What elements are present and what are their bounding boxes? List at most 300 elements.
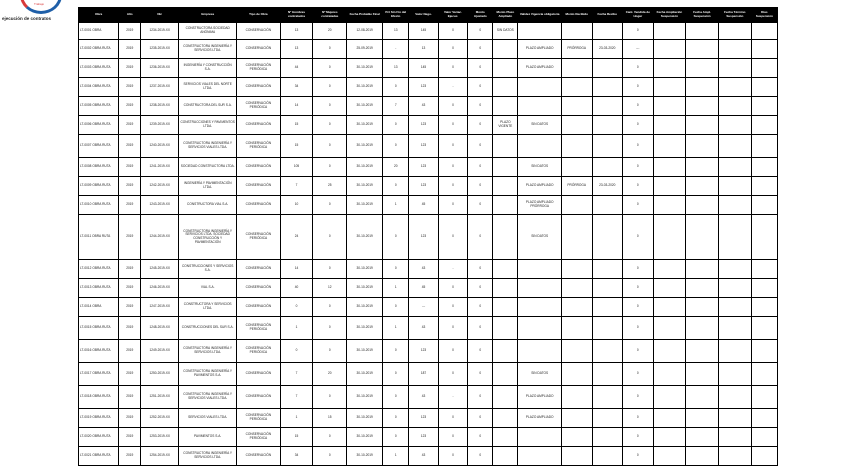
table-cell: 2019 (119, 298, 141, 317)
table-cell: 0 (623, 177, 654, 196)
column-header: Cant. Vendida de Hogar (623, 8, 654, 23)
table-cell: 0 (438, 97, 467, 116)
table-cell (686, 158, 719, 177)
table-cell: 0 (313, 260, 347, 279)
table-cell: 1 (280, 409, 313, 428)
table-cell (561, 23, 592, 40)
table-cell: CONSTRUCCIONES DEL SUR S.A. (179, 317, 237, 340)
table-cell: 0 (383, 409, 409, 428)
table-cell: 15 (313, 409, 347, 428)
table-cell (686, 409, 719, 428)
table-cell: - (438, 260, 467, 279)
table-cell: CONSTRUCTORA INGENIERÍA Y SERVICIOS LTDA. SOCIEDAD CONSTRUCCIÓN Y PAVIMENTACIÓN (179, 215, 237, 260)
table-cell: CONSERVACIÓN (237, 363, 281, 386)
table-cell: 1246-2019-XX (141, 279, 179, 298)
table-cell: 34 (280, 78, 313, 97)
table-cell: 0 (468, 363, 493, 386)
table-cell: CONSERVACIÓN PERIÓDICA (237, 215, 281, 260)
table-row (79, 317, 778, 340)
table-cell: 2019 (119, 317, 141, 340)
table-cell: - (438, 78, 467, 97)
table-cell: 1241-2019-XX (141, 158, 179, 177)
table-cell: CONSERVACIÓN (237, 78, 281, 97)
table-cell: 30-10-2019 (347, 97, 383, 116)
table-cell: 1235-2019-XX (141, 40, 179, 59)
table-cell: 1252-2019-XX (141, 409, 179, 428)
table-cell: 0 (383, 298, 409, 317)
table-cell: 0 (313, 40, 347, 59)
table-cell (718, 428, 751, 447)
table-cell (561, 363, 592, 386)
table-cell: 13 (383, 23, 409, 40)
table-cell: SERVICIOS VIALES LTDA. (179, 409, 237, 428)
table-cell: 123 (409, 78, 438, 97)
table-cell: LT-0012 OBRA RUTA (79, 260, 119, 279)
table-cell: 123 (409, 116, 438, 135)
table-cell: 0 (468, 340, 493, 363)
table-body (79, 23, 778, 466)
column-header: Monto Ajustado (468, 8, 493, 23)
table-cell: CONSERVACIÓN (237, 196, 281, 215)
table-cell: CONSERVACIÓN (237, 386, 281, 409)
column-header: Nº Mujeres contratadas (313, 8, 347, 23)
table-cell (561, 260, 592, 279)
table-cell (653, 59, 686, 78)
table-cell: CONSTRUCCIONES Y PAVIMENTOS LTDA. (179, 116, 237, 135)
table-cell (686, 298, 719, 317)
table-cell (592, 215, 623, 260)
table-cell: LT-0007 OBRA RUTA (79, 135, 119, 158)
table-cell: CONSERVACIÓN PERIÓDICA (237, 409, 281, 428)
table-cell (718, 447, 751, 466)
table-cell: 0 (468, 158, 493, 177)
table-cell (751, 196, 777, 215)
table-cell (686, 260, 719, 279)
table-row (79, 363, 778, 386)
table-cell (561, 135, 592, 158)
table-cell: 2019 (119, 428, 141, 447)
table-cell: 0 (468, 317, 493, 340)
table-cell (718, 196, 751, 215)
table-cell (561, 409, 592, 428)
table-cell (718, 386, 751, 409)
table-cell (561, 317, 592, 340)
table-row (79, 135, 778, 158)
table-cell (751, 135, 777, 158)
table-cell (686, 447, 719, 466)
table-row (79, 298, 778, 317)
table-cell: 0 (313, 59, 347, 78)
table-cell: PLAZO AMPLIADO (518, 40, 562, 59)
table-cell: 1243-2019-XX (141, 196, 179, 215)
table-cell (653, 428, 686, 447)
table-cell: 0 (438, 447, 467, 466)
table-cell: 0 (313, 386, 347, 409)
table-cell: 1236-2019-XX (141, 59, 179, 78)
table-cell: CONSTRUCTORA INGENIERÍA Y SERVICIOS LTDA. (179, 340, 237, 363)
column-header: Nic (141, 8, 179, 23)
table-cell (751, 78, 777, 97)
table-cell: 43 (409, 386, 438, 409)
table-cell: 0 (438, 363, 467, 386)
table-cell: 0 (438, 340, 467, 363)
table-cell (592, 23, 623, 40)
table-cell: --- (623, 40, 654, 59)
table-cell: 0 (438, 40, 467, 59)
table-cell: 0 (383, 215, 409, 260)
table-cell: CONSERVACIÓN PERIÓDICA (237, 428, 281, 447)
table-cell (561, 78, 592, 97)
table-cell (493, 59, 518, 78)
table-cell: 30-10-2019 (347, 215, 383, 260)
table-cell: 0 (438, 135, 467, 158)
table-cell: LT-0008 OBRA RUTA (79, 158, 119, 177)
table-cell: 0 (623, 59, 654, 78)
table-cell: 2019 (119, 116, 141, 135)
table-cell (718, 279, 751, 298)
table-cell (653, 260, 686, 279)
table-cell: 0 (623, 363, 654, 386)
column-header: Fecha Ampl. Suspensión (686, 8, 719, 23)
table-cell: LT-0006 OBRA RUTA (79, 116, 119, 135)
table-cell (751, 177, 777, 196)
table-cell (686, 279, 719, 298)
table-cell: LT-0013 OBRA RUTA (79, 279, 119, 298)
table-cell: 0 (623, 23, 654, 40)
table-cell: 0 (383, 386, 409, 409)
table-cell (718, 177, 751, 196)
table-cell (751, 116, 777, 135)
table-cell (493, 158, 518, 177)
column-header: Fecha Recibo (592, 8, 623, 23)
table-cell (686, 215, 719, 260)
table-cell: 0 (438, 317, 467, 340)
contracts-table (78, 7, 778, 466)
table-row (79, 386, 778, 409)
table-cell: 0 (468, 409, 493, 428)
table-cell (718, 40, 751, 59)
table-cell (718, 116, 751, 135)
table-cell: 0 (623, 158, 654, 177)
table-cell: 0 (438, 59, 467, 78)
table-cell: 34 (280, 447, 313, 466)
table-cell: 0 (468, 298, 493, 317)
table-cell (653, 97, 686, 116)
table-cell (493, 260, 518, 279)
table-cell (561, 196, 592, 215)
table-cell: LT-0018 OBRA RUTA (79, 386, 119, 409)
table-cell: 0 (313, 340, 347, 363)
table-cell: 0 (438, 116, 467, 135)
table-cell: 7 (383, 97, 409, 116)
table-cell: 1240-2019-XX (141, 135, 179, 158)
table-cell (686, 59, 719, 78)
table-cell: CONSTRUCTORA INGENIERÍA Y SERVICIOS VIALES LTDA. (179, 135, 237, 158)
table-cell: 15 (280, 116, 313, 135)
table-cell (518, 135, 562, 158)
table-cell: 0 (313, 135, 347, 158)
table-cell: 0 (623, 260, 654, 279)
logo-text: Trabajo (34, 2, 45, 6)
table-cell: INGENIERÍA Y CONSTRUCCIÓN S.A. (179, 59, 237, 78)
table-cell: 43 (409, 317, 438, 340)
table-row (79, 78, 778, 97)
table-cell (493, 135, 518, 158)
column-header: Tipo de Obra (237, 8, 281, 23)
table-cell: LT-0001 OBRA (79, 23, 119, 40)
table-cell: SIN DATOS (518, 363, 562, 386)
table-cell: CONSTRUCTORA SOCIEDAD ANÓNIMA (179, 23, 237, 40)
table-cell: PLAZO AMPLIADO (518, 59, 562, 78)
table-cell: 2019 (119, 363, 141, 386)
table-cell (592, 260, 623, 279)
table-cell: 7 (280, 363, 313, 386)
table-cell: 1 (280, 317, 313, 340)
table-cell: 7 (280, 386, 313, 409)
table-row (79, 215, 778, 260)
table-cell: 1250-2019-XX (141, 363, 179, 386)
table-cell: 0 (623, 215, 654, 260)
table-cell (518, 298, 562, 317)
table-cell (653, 340, 686, 363)
table-cell: 0 (383, 428, 409, 447)
table-cell (653, 215, 686, 260)
table-cell (686, 177, 719, 196)
table-cell: 0 (313, 447, 347, 466)
table-cell: 123 (409, 135, 438, 158)
table-cell: CONSERVACIÓN (237, 158, 281, 177)
table-cell: CONSERVACIÓN (237, 279, 281, 298)
table-cell: 0 (438, 177, 467, 196)
table-cell: 123 (409, 428, 438, 447)
table-cell: 14 (280, 97, 313, 116)
table-cell: 0 (623, 298, 654, 317)
table-cell: 0 (438, 215, 467, 260)
table-cell: CONSTRUCTORA INGENIERÍA Y SERVICIOS VIALES LTDA. (179, 386, 237, 409)
table-cell: 30-10-2019 (347, 59, 383, 78)
table-cell: 0 (623, 78, 654, 97)
table-cell (493, 340, 518, 363)
table-cell (592, 447, 623, 466)
table-cell (592, 279, 623, 298)
table-cell (493, 386, 518, 409)
table-cell: 1245-2019-XX (141, 260, 179, 279)
table-cell: 30-10-2019 (347, 409, 383, 428)
table-cell: 1247-2019-XX (141, 298, 179, 317)
table-cell (686, 386, 719, 409)
table-cell: 0 (623, 116, 654, 135)
table-cell (493, 196, 518, 215)
table-cell (493, 97, 518, 116)
table-cell (718, 135, 751, 158)
table-row (79, 23, 778, 40)
table-cell: 1253-2019-XX (141, 428, 179, 447)
table-cell: --- (409, 298, 438, 317)
table-cell: LT-0010 OBRA RUTA (79, 196, 119, 215)
table-cell (718, 409, 751, 428)
table-cell (653, 447, 686, 466)
table-cell: 0 (280, 340, 313, 363)
table-cell (718, 59, 751, 78)
table-cell: 30-10-2019 (347, 279, 383, 298)
table-cell: 24 (280, 215, 313, 260)
table-cell (518, 340, 562, 363)
table-cell: 1249-2019-XX (141, 340, 179, 363)
table-cell: CONSERVACIÓN (237, 260, 281, 279)
table-cell: 1 (383, 317, 409, 340)
column-header: Fecha Probable Final (347, 8, 383, 23)
table-cell: 0 (468, 116, 493, 135)
table-cell: 2019 (119, 23, 141, 40)
table-cell (718, 158, 751, 177)
table-cell (718, 260, 751, 279)
table-cell (751, 260, 777, 279)
table-cell: LT-0004 OBRA RUTA (79, 78, 119, 97)
column-header: Año (119, 8, 141, 23)
table-cell: 2019 (119, 40, 141, 59)
table-cell (493, 279, 518, 298)
table-cell (686, 23, 719, 40)
column-header: Nº Hombres contratados (280, 8, 313, 23)
table-cell (751, 298, 777, 317)
table-cell: 43 (409, 447, 438, 466)
table-cell (592, 428, 623, 447)
table-cell: 30-10-2019 (347, 177, 383, 196)
table-cell: 13 (383, 59, 409, 78)
table-cell (493, 409, 518, 428)
table-cell: 0 (468, 428, 493, 447)
table-cell: 0 (438, 158, 467, 177)
table-cell: 0 (313, 428, 347, 447)
table-cell: 145 (409, 23, 438, 40)
table-cell: 0 (468, 135, 493, 158)
table-cell: 30-10-2019 (347, 116, 383, 135)
table-cell (561, 97, 592, 116)
table-cell: 0 (623, 135, 654, 158)
table-row (79, 428, 778, 447)
table-cell: 30-10-2019 (347, 363, 383, 386)
table-cell (751, 215, 777, 260)
table-cell: 0 (383, 177, 409, 196)
table-cell: VIAL S.A. (179, 279, 237, 298)
table-cell: SOCIEDAD CONSTRUCTORA LTDA. (179, 158, 237, 177)
table-cell: 23-03-2020 (592, 177, 623, 196)
table-cell: 30-10-2019 (347, 78, 383, 97)
table-cell: CONSTRUCTORA INGENIERÍA Y PAVIMENTOS S.A. (179, 363, 237, 386)
table-cell: PRÓRROGA (561, 177, 592, 196)
table-cell (592, 196, 623, 215)
table-cell: 0 (623, 428, 654, 447)
table-cell (686, 428, 719, 447)
table-cell: 0 (313, 215, 347, 260)
table-cell: PRÓRROGA (561, 40, 592, 59)
table-cell: 13 (409, 40, 438, 59)
table-cell: LT-0002 OBRA RUTA (79, 40, 119, 59)
table-cell (751, 40, 777, 59)
table-cell (718, 97, 751, 116)
table-cell: 25 (313, 177, 347, 196)
table-cell: 0 (468, 386, 493, 409)
table-cell (561, 158, 592, 177)
table-cell: 2019 (119, 447, 141, 466)
table-cell: 1234-2019-XX (141, 23, 179, 40)
table-row (79, 97, 778, 116)
table-cell (592, 59, 623, 78)
table-cell (592, 363, 623, 386)
table-cell: - (383, 40, 409, 59)
table-cell: 7 (280, 177, 313, 196)
table-cell (592, 97, 623, 116)
table-cell: 13 (280, 40, 313, 59)
table-cell (653, 23, 686, 40)
table-cell: SIN DATOS (518, 215, 562, 260)
table-cell: 2019 (119, 409, 141, 428)
table-cell: 123 (409, 409, 438, 428)
table-cell: 20 (313, 363, 347, 386)
table-cell: 0 (438, 23, 467, 40)
table-cell (686, 317, 719, 340)
table-cell: CONSTRUCTORA VIAL S.A. (179, 196, 237, 215)
table-cell: LT-0011 OBRA RUTA (79, 215, 119, 260)
table-cell (751, 363, 777, 386)
table-cell (718, 78, 751, 97)
table-cell: CONSERVACIÓN PERIÓDICA (237, 97, 281, 116)
table-cell: 20 (313, 23, 347, 40)
table-cell: 12 (313, 279, 347, 298)
table-cell: 0 (383, 340, 409, 363)
table-cell: 123 (409, 177, 438, 196)
column-header: Fecha Ampliación Suspensión (653, 8, 686, 23)
table-cell: 1251-2019-XX (141, 386, 179, 409)
table-cell: 0 (468, 23, 493, 40)
table-cell (751, 279, 777, 298)
table-cell: LT-0005 OBRA RUTA (79, 97, 119, 116)
table-row (79, 40, 778, 59)
table-cell: 0 (623, 340, 654, 363)
table-cell: 0 (313, 78, 347, 97)
table-cell (561, 340, 592, 363)
table-cell: 14 (280, 260, 313, 279)
table-cell (653, 158, 686, 177)
table-cell: 2019 (119, 135, 141, 158)
page-subtitle: ejecución de contratos (2, 16, 52, 21)
table-cell: 2019 (119, 215, 141, 260)
table-cell: 105 (280, 158, 313, 177)
table-cell: 0 (383, 116, 409, 135)
table-cell: PLAZO AMPLIADO PRÓRROGA (518, 196, 562, 215)
table-cell (751, 447, 777, 466)
table-cell: CONSTRUCTORA INGENIERÍA Y SERVICIOS LTDA. (179, 40, 237, 59)
table-cell: 15 (280, 135, 313, 158)
table-cell: SIN DATOS (493, 23, 518, 40)
table-cell: 40 (280, 279, 313, 298)
table-cell (653, 196, 686, 215)
table-cell: 0 (313, 317, 347, 340)
table-cell: LT-0021 OBRA RUTA (79, 447, 119, 466)
table-cell (686, 196, 719, 215)
column-header: Valor Variac. Ejecuc. (438, 8, 467, 23)
table-cell (686, 116, 719, 135)
table-cell: 12-08-2019 (347, 23, 383, 40)
table-cell: 2019 (119, 158, 141, 177)
table-cell: 0 (313, 97, 347, 116)
table-cell: 0 (438, 409, 467, 428)
table-cell (592, 317, 623, 340)
table-cell: 0 (468, 40, 493, 59)
table-cell: CONSERVACIÓN PERIÓDICA (237, 135, 281, 158)
table-cell (592, 135, 623, 158)
table-cell (751, 97, 777, 116)
